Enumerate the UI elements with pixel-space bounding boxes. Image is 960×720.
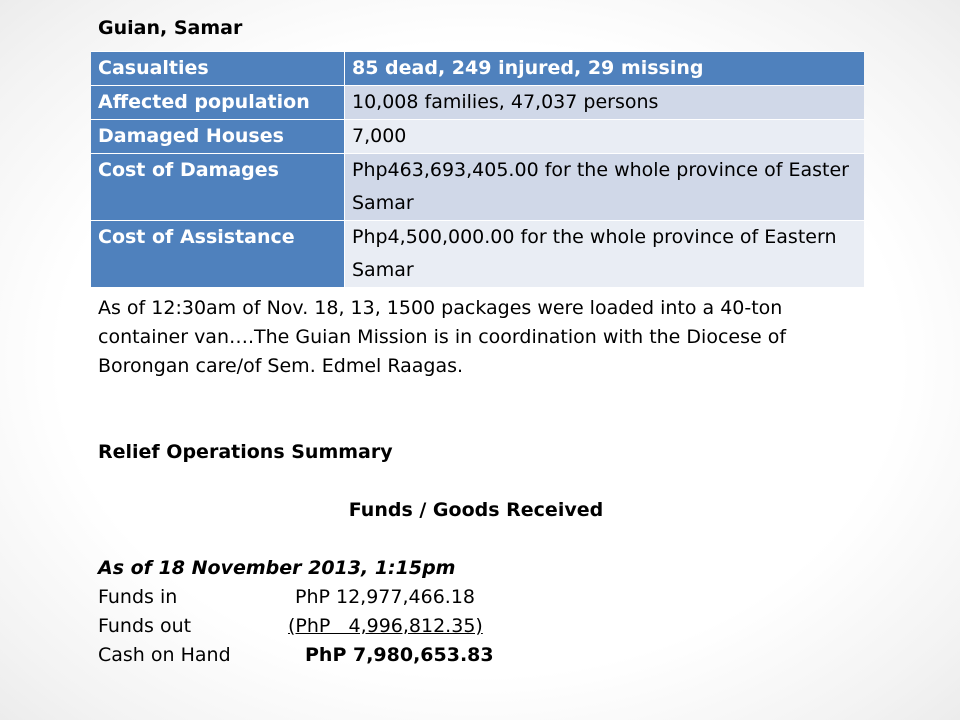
row-label: Affected population	[91, 86, 345, 120]
funds-in-label: Funds in	[98, 586, 178, 608]
row-label: Cost of Damages	[91, 154, 345, 221]
row-label: Damaged Houses	[91, 120, 345, 154]
as-of-date: As of 18 November 2013, 1:15pm	[98, 557, 456, 579]
row-label: Cost of Assistance	[91, 221, 345, 288]
cash-on-hand-label: Cash on Hand	[98, 644, 231, 666]
table-row	[91, 52, 864, 86]
funds-out-label: Funds out	[98, 615, 192, 637]
funds-heading: Funds / Goods Received	[348, 499, 604, 521]
row-value: Php4,500,000.00 for the whole province of Eastern Samar	[345, 221, 865, 288]
location-heading: Guian, Samar	[98, 17, 243, 39]
row-value: 7,000	[345, 120, 865, 154]
row-value: 10,008 families, 47,037 persons	[345, 86, 865, 120]
table-row	[91, 221, 864, 288]
casualty-table	[91, 51, 864, 287]
mission-paragraph: As of 12:30am of Nov. 18, 13, 1500 packages were loaded into a 40-ton container van….The Guian Mission is in coordination with the Diocese of Borongan care/of Sem. Edmel Raagas.	[98, 297, 787, 377]
table-row	[91, 154, 864, 221]
cash-on-hand-row	[98, 643, 494, 715]
summary-heading: Relief Operations Summary	[98, 441, 393, 463]
funds-in-amount: PhP 12,977,466.18	[295, 586, 475, 608]
cash-on-hand-amount: PhP 7,980,653.83	[305, 644, 494, 666]
row-value: 85 dead, 249 injured, 29 missing	[345, 52, 865, 86]
table-row	[91, 86, 864, 120]
table-row	[91, 120, 864, 154]
row-value: Php463,693,405.00 for the whole province of Easter Samar	[345, 154, 865, 221]
row-label: Casualties	[91, 52, 345, 86]
funds-out-amount: (PhP 4,996,812.35)	[288, 615, 483, 637]
